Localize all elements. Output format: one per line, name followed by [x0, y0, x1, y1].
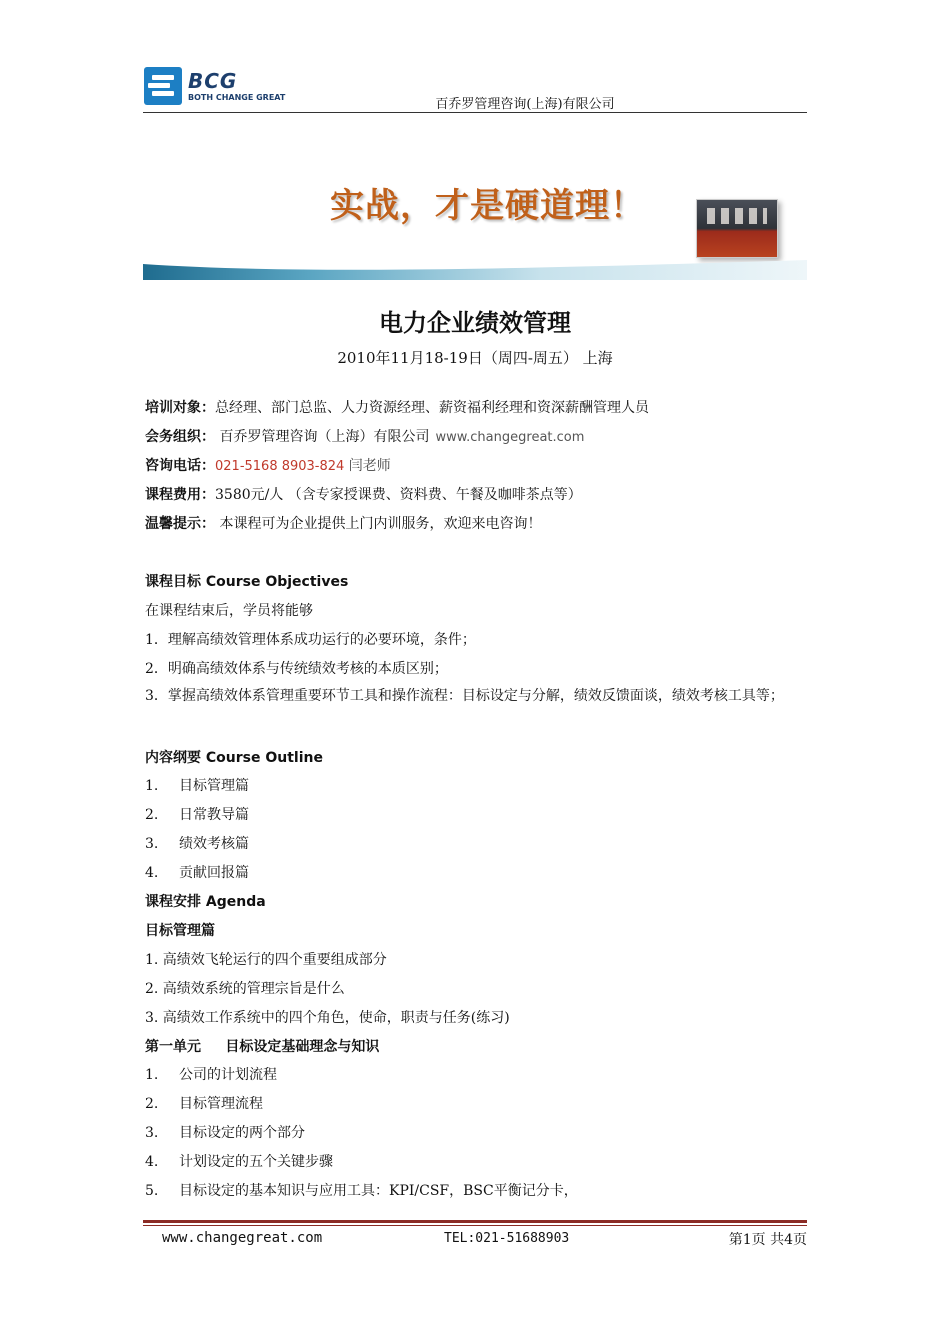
info-audience [145, 397, 649, 417]
unit-item [145, 1093, 263, 1113]
meeting-photo [696, 199, 778, 258]
outline-item-text: 贡献回报篇 [179, 865, 249, 881]
outline-heading: 内容纲要 Course Outline [145, 750, 323, 766]
info-phone [145, 455, 391, 475]
outline-item-text: 目标管理篇 [179, 778, 249, 794]
footer-divider [143, 1220, 807, 1223]
fee-label: 课程费用： [145, 487, 215, 503]
agenda-item: 3. 高绩效工作系统中的四个角色，使命，职责与任务(练习) [145, 1010, 510, 1026]
organizer-label: 会务组织： [145, 429, 215, 445]
agenda-item: 2. 高绩效系统的管理宗旨是什么 [145, 981, 345, 997]
footer-phone: TEL:021-51688903 [444, 1231, 570, 1246]
banner [143, 168, 807, 280]
footer-divider-thin [143, 1225, 807, 1226]
footer-website[interactable]: www.changegreat.com [162, 1230, 323, 1246]
outline-item [145, 862, 249, 882]
outline-item-number: 4. [145, 865, 159, 881]
agenda-item: 1. 高绩效飞轮运行的四个重要组成部分 [145, 952, 387, 968]
unit-item-text: 目标设定的基本知识与应用工具：KPI/CSF，BSC平衡记分卡， [179, 1183, 578, 1199]
audience-value: 总经理、部门总监、人力资源经理、薪资福利经理和资深薪酬管理人员 [215, 400, 649, 416]
info-fee [145, 484, 582, 504]
unit-item [145, 1180, 578, 1200]
event-date-location: 2010年11月18-19日（周四-周五） 上海 [337, 349, 613, 367]
logo-tagline: BOTH CHANGE GREAT [188, 92, 286, 102]
header-divider [143, 112, 807, 113]
header-company: 百乔罗管理咨询(上海)有限公司 [435, 97, 615, 112]
organizer-value: 百乔罗管理咨询（上海）有限公司 [215, 429, 430, 445]
agenda-heading: 课程安排 Agenda [145, 894, 266, 910]
unit-item [145, 1064, 277, 1084]
agenda-section-title: 目标管理篇 [145, 923, 215, 939]
outline-item-text: 日常教导篇 [179, 807, 249, 823]
fee-value: 3580元/人 （含专家授课费、资料费、午餐及咖啡茶点等） [215, 487, 582, 503]
tip-label: 温馨提示： [145, 516, 215, 532]
audience-label: 培训对象： [145, 400, 215, 416]
objective-item: 3．掌握高绩效体系管理重要环节工具和操作流程：目标设定与分解，绩效反馈面谈，绩效考核工具等； [145, 688, 784, 704]
unit-item-number: 3. [145, 1125, 159, 1141]
unit-title: 第一单元 目标设定基础理念与知识 [145, 1039, 380, 1055]
objective-item: 1．理解高绩效管理体系成功运行的必要环境，条件； [145, 632, 476, 648]
unit-item-text: 公司的计划流程 [179, 1067, 277, 1083]
objective-item: 2．明确高绩效体系与传统绩效考核的本质区别； [145, 661, 448, 677]
objectives-intro: 在课程结束后，学员将能够 [145, 603, 313, 619]
logo-name: BCG [188, 68, 238, 93]
footer-page-number: 第1页 共4页 [728, 1232, 807, 1248]
page-title: 电力企业绩效管理 [379, 309, 571, 337]
unit-item-text: 目标管理流程 [179, 1096, 263, 1112]
outline-item-number: 3. [145, 836, 159, 852]
info-tip [145, 513, 541, 533]
outline-item [145, 833, 249, 853]
unit-item-number: 5. [145, 1183, 159, 1199]
outline-item [145, 804, 249, 824]
tip-value: 本课程可为企业提供上门内训服务，欢迎来电咨询！ [215, 516, 542, 532]
banner-slogan: 实战，才是硬道理！ [330, 186, 645, 226]
info-organizer [145, 426, 584, 446]
phone-label: 咨询电话： [145, 458, 215, 474]
outline-item [145, 775, 249, 795]
organizer-website[interactable]: www.changegreat.com [435, 430, 585, 445]
unit-item-text: 计划设定的五个关键步骤 [179, 1154, 333, 1170]
outline-item-text: 绩效考核篇 [179, 836, 249, 852]
phone-number[interactable]: 021-5168 8903-824 [215, 459, 345, 474]
unit-item-number: 1. [145, 1067, 159, 1083]
objectives-heading: 课程目标 Course Objectives [145, 574, 349, 590]
unit-item [145, 1122, 305, 1142]
outline-item-number: 1. [145, 778, 159, 794]
outline-item-number: 2. [145, 807, 159, 823]
unit-item-number: 4. [145, 1154, 159, 1170]
banner-wave [143, 260, 807, 280]
unit-item-text: 目标设定的两个部分 [179, 1125, 305, 1141]
unit-item-number: 2. [145, 1096, 159, 1112]
unit-item [145, 1151, 333, 1171]
contact-person: 闫老师 [344, 458, 391, 474]
